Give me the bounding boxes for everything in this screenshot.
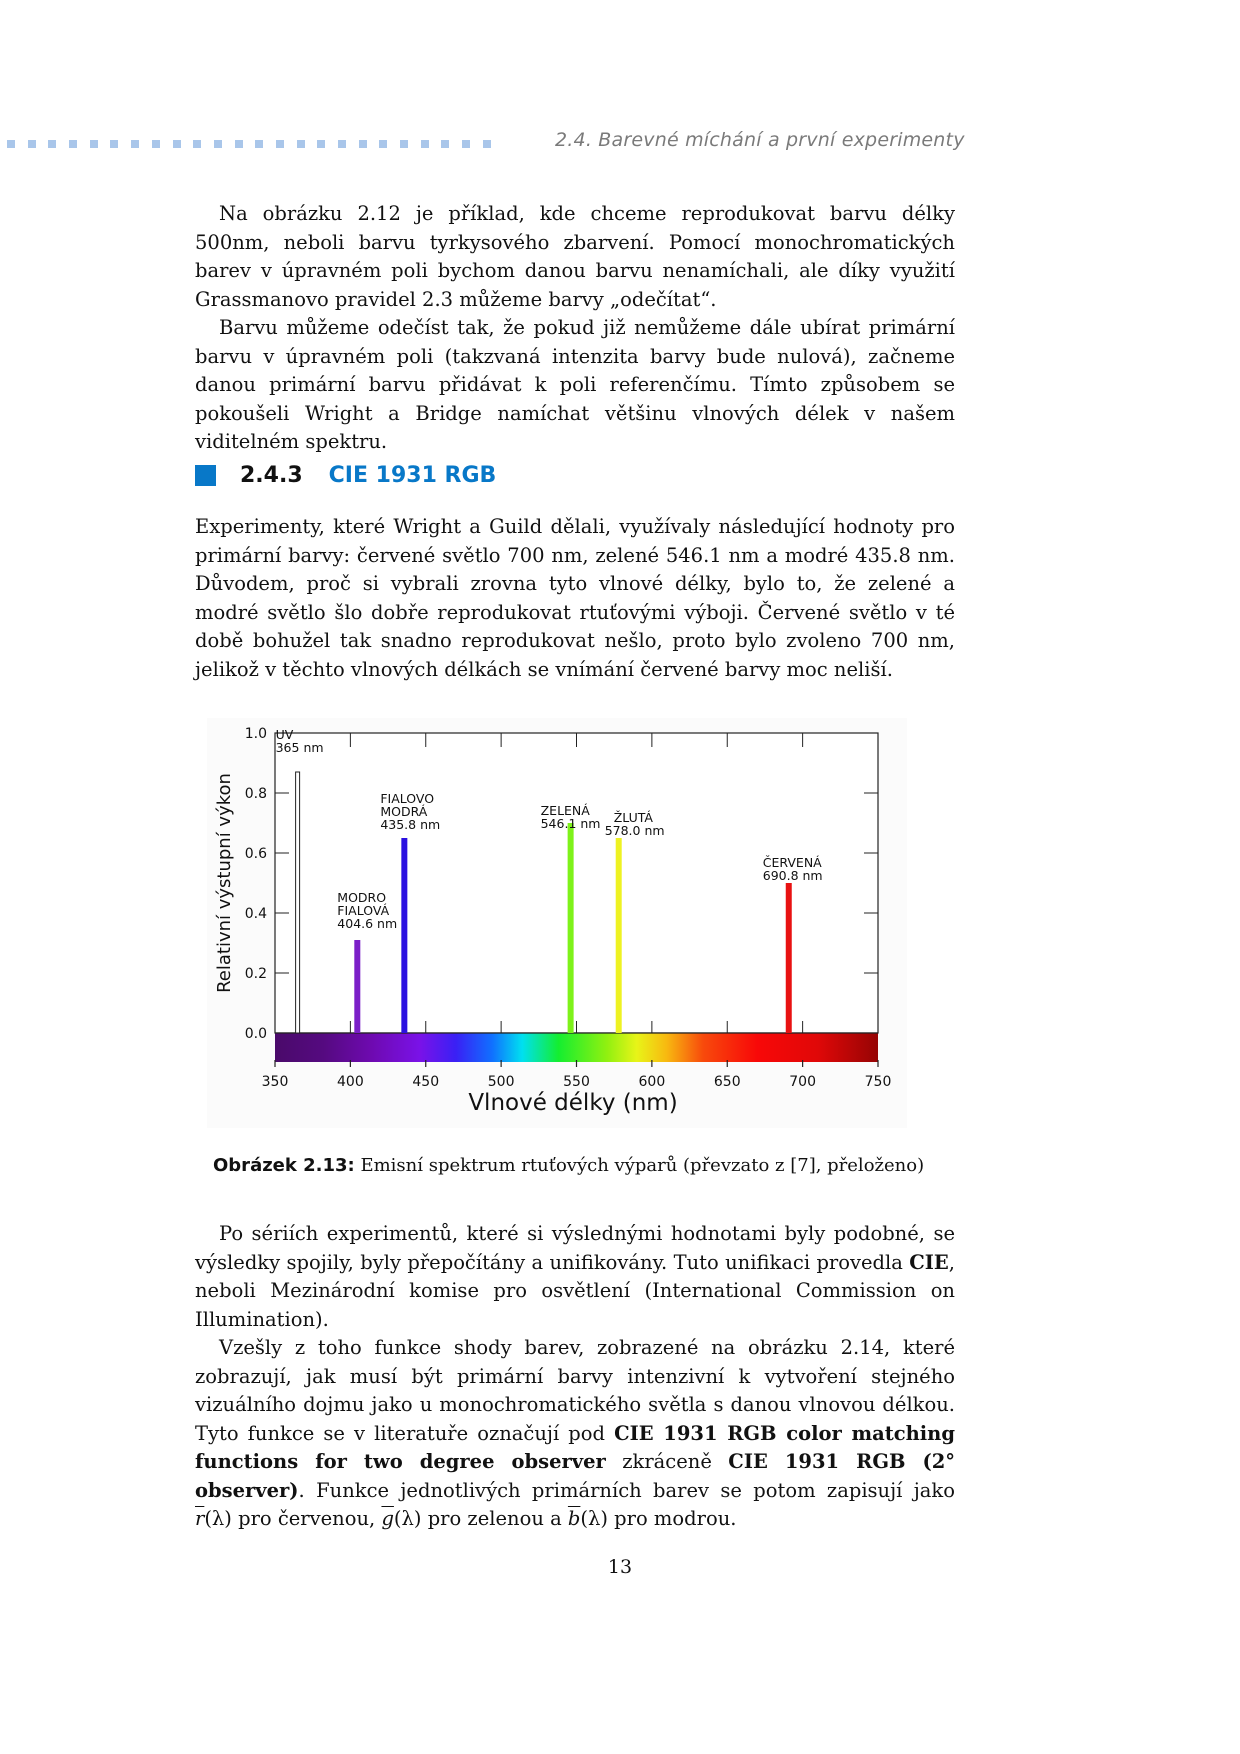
x-tick-label: 550 [563,1074,590,1090]
math-r-bar: $\overline{r}$ [195,1507,205,1530]
header-dot [48,140,56,148]
paragraph: Na obrázku 2.12 je příklad, kde chceme reprodukovat barvu délky 500nm, neboli barvu tyrkysového zbarvení. Pomocí monochromatických barev v úpravném poli bychom danou barvu nenamíchali, ale díky využití Grassmanovo pravidel 2.3 můžeme barvy „odečítat“. [195,202,955,311]
y-tick-label: 0.6 [244,846,267,862]
header-dot [235,140,243,148]
header-dot [379,140,387,148]
y-tick-label: 1.0 [244,726,267,742]
paragraph [195,1220,955,1334]
header-dot [255,140,263,148]
section-number: 2.4.3 [240,463,303,488]
header-dot [483,140,491,148]
paragraph [195,1334,955,1534]
header-dot [69,140,77,148]
y-tick-label: 0.0 [244,1026,267,1042]
text-span: Po sériích experimentů, které si výslednými hodnotami byly podobné, se výsledky spojily, byly přepočítány a unifikovány. Tuto unifikaci provedla [195,1222,955,1274]
emission-line-label: ŽLUTÁ [613,810,653,825]
emission-line [401,838,407,1033]
header-dot [90,140,98,148]
header-dot [152,140,160,148]
text-span: . Funkce jednotlivých primárních barev se potom zapisují jako [298,1478,955,1502]
emission-line [616,838,622,1033]
math-g-bar: $\overline{g}$ [381,1507,394,1530]
header-dot [28,140,36,148]
running-header-title: 2.4. Barevné míchání a první experimenty [555,129,965,151]
header-dot [297,140,305,148]
header-dot [193,140,201,148]
text-span: (λ) pro zelenou a [393,1507,568,1530]
header-decoration-dots [7,140,504,148]
header-dot [110,140,118,148]
figure-caption [213,1155,924,1176]
page-number: 13 [607,1556,633,1578]
text-span: (λ) pro červenou, [204,1507,382,1530]
x-tick-label: 500 [487,1074,515,1090]
header-dot [441,140,449,148]
emission-line [354,940,360,1033]
header-dot [214,140,222,148]
header-dot [359,140,367,148]
text-span: Vzešly z toho funkce shody barev, zobrazené na obrázku 2.14, které zobrazují, jak musí být primární barvy intenzivní k vytvoření stejného vizuálního dojmu jako u monochromatického světla s danou vlnovou délkou. Tyto funkce se v literatuře označují pod [195,1336,955,1445]
figure-emission-spectrum [207,718,907,1128]
text-span: zkráceně [605,1450,729,1473]
emission-line-label: FIALOVO [380,791,435,806]
bold-term: CIE 1931 RGB color matching functions for two degree observer [195,1421,955,1473]
y-tick-label: 0.2 [244,966,267,982]
spectrum-band [275,1033,878,1062]
emission-line-label: 690.8 nm [762,868,823,883]
caption-text: Emisní spektrum rtuťových výparů (převzato z [7], přeloženo) [354,1155,925,1176]
section-marker-icon [195,465,216,486]
header-dot [173,140,181,148]
header-dot [7,140,15,148]
y-tick-label: 0.4 [244,906,267,922]
emission-line-uv [296,772,300,1033]
text-span: , neboli Mezinárodní komise pro osvětlení (International Commission on Illumination). [195,1250,955,1331]
text-span: (λ) pro modrou. [580,1507,737,1530]
x-tick-label: 650 [713,1074,741,1090]
x-tick-label: 700 [789,1074,816,1090]
header-dot [421,140,429,148]
paragraph: Experimenty, které Wright a Guild dělali, využívaly následující hodnoty pro primární barvy: červené světlo 700 nm, zelené 546.1 nm a modré 435.8 nm. Důvodem, proč si vybrali zrovna tyto vlnové délky, bylo to, že zelené a modré světlo šlo dobře reprodukovat rtuťovými výboji. Červené světlo v té době bohužel tak snadno reprodukovat nešlo, proto bylo zvoleno 700 nm, jelikož v těchto vlnových délkách se vnímání červené barvy moc neliší. [195,515,955,681]
header-dot [317,140,325,148]
math-b-bar: $\overline{b}$ [567,1507,581,1530]
emission-line-label: 546.1 nm [540,816,601,831]
y-tick-label: 0.8 [244,786,267,802]
outro-text [195,1220,955,1534]
x-tick-label: 350 [261,1074,289,1090]
header-dot [338,140,346,148]
emission-line-label: 404.6 nm [337,916,398,931]
paragraph: Barvu můžeme odečíst tak, že pokud již nemůžeme dále ubírat primární barvu v úpravném poli (takzvaná intenzita barvy bude nulová), začneme danou primární barvu přidávat k poli referenčímu. Tímto způsobem se pokoušeli Wright a Bridge namíchat většinu vlnových délek v našem viditelném spektru. [195,316,955,453]
emission-line-label: MODRÁ [380,804,428,819]
header-dot [400,140,408,148]
header-dot [462,140,470,148]
chart [207,718,907,1128]
intro-text [195,200,955,457]
emission-line [568,823,574,1033]
emission-line-label: ČERVENÁ [762,855,822,870]
x-tick-label: 450 [412,1074,440,1090]
emission-line-label: 578.0 nm [604,823,665,838]
bold-term-cie: CIE [909,1250,949,1274]
emission-line-label: FIALOVÁ [337,903,390,918]
x-tick-label: 750 [864,1074,892,1090]
x-tick-label: 400 [337,1074,364,1090]
y-axis-label: Relativní výstupní výkon [214,773,235,993]
header-dot [131,140,139,148]
header-dot [276,140,284,148]
emission-line-label: UV [275,727,294,742]
emission-line-label: ZELENÁ [540,803,590,818]
emission-line-label: 365 nm [275,740,324,755]
section-heading [195,463,496,488]
caption-label: Obrázek 2.13: [213,1155,355,1176]
emission-line [786,883,792,1033]
emission-line-label: MODRO [337,890,387,905]
section-text [195,513,955,684]
emission-line-label: 435.8 nm [380,817,441,832]
bold-term: CIE 1931 RGB (2° observer) [195,1450,956,1502]
x-tick-label: 600 [638,1074,666,1090]
x-axis-label: Vlnové délky (nm) [468,1090,678,1116]
section-title: CIE 1931 RGB [328,463,497,488]
